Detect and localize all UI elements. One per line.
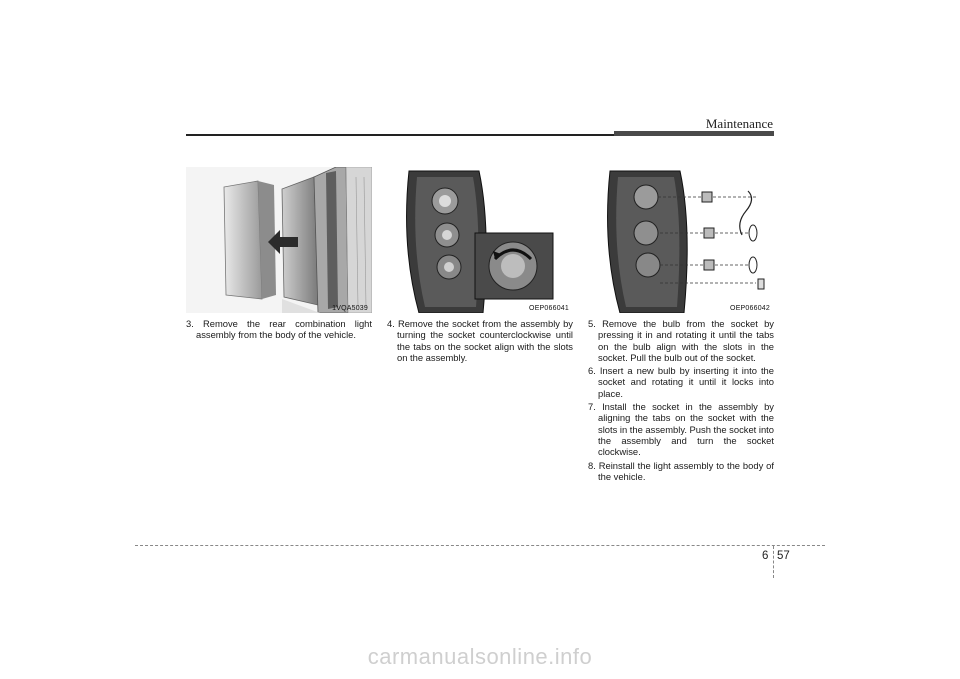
footer-rule: [135, 545, 825, 546]
figure-vehicle-rear: [186, 167, 372, 313]
step-4: 4. Remove the socket from the assembly by turning the socket counterclockwise until the tabs on the socket align with the slots on the assembly.: [387, 318, 573, 363]
figure-code: OEP066041: [529, 305, 569, 312]
step-6: 6. Insert a new bulb by inserting it into the socket and rotating it until it locks into place.: [588, 365, 774, 399]
step-7: 7. Install the socket in the assembly by aligning the tabs on the socket with the slots in the assembly. Push the socket into the assembly and turn the socket clockwise.: [588, 401, 774, 458]
section-title: Maintenance: [705, 116, 773, 131]
figure-code: OEP066042: [730, 305, 770, 312]
bulb-exploded-illustration: [588, 167, 774, 313]
vehicle-rear-illustration: [186, 167, 372, 313]
step-8: 8. Reinstall the light assembly to the body of the vehicle.: [588, 459, 774, 482]
text-column-3: [588, 318, 774, 484]
step-5: 5. Remove the bulb from the socket by pressing it in and rotating it until the tabs on the bulb align with the slots in the socket. Pull the bulb out of the socket.: [588, 318, 774, 363]
figure-bulb-exploded: [588, 167, 774, 313]
figure-code: 1VQA5039: [332, 305, 368, 312]
tail-lamp-socket-illustration: [387, 167, 573, 313]
page-number: 57: [777, 550, 790, 562]
step-3: 3. Remove the rear combination light assembly from the body of the vehicle.: [186, 318, 372, 341]
figure-tail-lamp-socket: [387, 167, 573, 313]
page-number-separator: [773, 546, 774, 578]
text-column-1: [186, 318, 372, 343]
text-column-2: [387, 318, 573, 365]
watermark: carmanualsonline.info: [367, 644, 593, 669]
header-accent-bar: [614, 131, 774, 136]
chapter-number: 6: [762, 550, 769, 562]
